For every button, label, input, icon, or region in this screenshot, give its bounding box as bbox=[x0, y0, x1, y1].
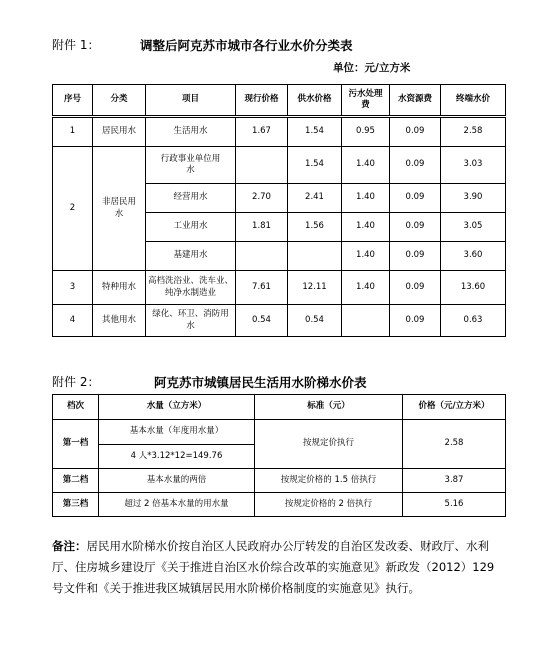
table-row bbox=[53, 493, 506, 517]
row7-supply: 0.54 bbox=[288, 305, 342, 337]
row7-item: 绿化、环卫、消防用水 bbox=[146, 305, 236, 337]
row7-terminal: 0.63 bbox=[441, 305, 506, 337]
row3-supply: 2.41 bbox=[288, 184, 342, 213]
row5-resource: 0.09 bbox=[390, 242, 441, 271]
row1-item: 生活用水 bbox=[146, 117, 236, 147]
row7-category: 其他用水 bbox=[93, 305, 146, 337]
row3-terminal: 3.90 bbox=[441, 184, 506, 213]
row6-terminal: 13.60 bbox=[441, 271, 506, 305]
tier2-price: 3.87 bbox=[403, 469, 506, 493]
header-volume: 水量（立方米） bbox=[99, 395, 255, 420]
header-resource-fee: 水资源费 bbox=[390, 85, 441, 117]
row7-resource: 0.09 bbox=[390, 305, 441, 337]
row1-category: 居民用水 bbox=[93, 117, 146, 147]
row6-supply: 12.11 bbox=[288, 271, 342, 305]
row2-supply: 1.54 bbox=[288, 147, 342, 184]
row2-terminal: 3.03 bbox=[441, 147, 506, 184]
header-terminal-price: 终端水价 bbox=[441, 85, 506, 117]
header-standard: 标准（元） bbox=[255, 395, 403, 420]
header-current-price: 现行价格 bbox=[236, 85, 288, 117]
row5-current bbox=[236, 242, 288, 271]
row2-resource: 0.09 bbox=[390, 147, 441, 184]
row2-category: 非居民用水 bbox=[93, 147, 146, 271]
row7-sewage bbox=[342, 305, 390, 337]
tier3-price: 5.16 bbox=[403, 493, 506, 517]
table-row bbox=[53, 469, 506, 493]
appendix2-label: 附件 2： bbox=[52, 375, 100, 389]
tier2-standard: 按规定价格的 1.5 倍执行 bbox=[255, 469, 403, 493]
row6-no: 3 bbox=[53, 271, 93, 305]
table-row bbox=[53, 420, 506, 469]
row4-item: 工业用水 bbox=[146, 213, 236, 242]
row6-resource: 0.09 bbox=[390, 271, 441, 305]
tier3-volume: 超过 2 倍基本水量的用水量 bbox=[99, 493, 255, 517]
row2-sewage: 1.40 bbox=[342, 147, 390, 184]
row2-item: 行政事业单位用水 bbox=[146, 147, 236, 184]
water-price-classification-table bbox=[52, 84, 506, 337]
header-no: 序号 bbox=[53, 85, 93, 117]
row2-current bbox=[236, 147, 288, 184]
tier2-volume: 基本水量的两倍 bbox=[99, 469, 255, 493]
row6-current: 7.61 bbox=[236, 271, 288, 305]
row4-supply: 1.56 bbox=[288, 213, 342, 242]
tier1-price: 2.58 bbox=[403, 420, 506, 469]
appendix1-title: 调整后阿克苏市城市各行业水价分类表 bbox=[140, 38, 353, 53]
table2-header-row bbox=[53, 395, 506, 420]
header-tier: 档次 bbox=[53, 395, 99, 420]
header-supply-price: 供水价格 bbox=[288, 85, 342, 117]
row4-sewage: 1.40 bbox=[342, 213, 390, 242]
row6-item: 高档洗浴业、洗车业、纯净水制造业 bbox=[146, 271, 236, 305]
note-text: 居民用水阶梯水价按自治区人民政府办公厅转发的自治区发改委、财政厅、水利厅、住房城乡建设厅《关于推进自治区水价综合改革的实施意见》新政发（2012）129 号文件和《关于推进我区城镇居民用水阶梯价格制度的实施意见》执行。 bbox=[52, 539, 495, 595]
header-sewage-fee: 污水处理费 bbox=[342, 85, 390, 117]
tier3-name: 第三档 bbox=[53, 493, 99, 517]
row1-current: 1.67 bbox=[236, 117, 288, 147]
row2-no: 2 bbox=[53, 147, 93, 271]
row3-current: 2.70 bbox=[236, 184, 288, 213]
header-item: 项目 bbox=[146, 85, 236, 117]
row4-terminal: 3.05 bbox=[441, 213, 506, 242]
row7-current: 0.54 bbox=[236, 305, 288, 337]
row7-no: 4 bbox=[53, 305, 93, 337]
appendix1-label: 附件 1： bbox=[52, 38, 100, 52]
row5-supply bbox=[288, 242, 342, 271]
row3-item: 经营用水 bbox=[146, 184, 236, 213]
row4-current: 1.81 bbox=[236, 213, 288, 242]
table-row bbox=[53, 147, 506, 184]
row4-resource: 0.09 bbox=[390, 213, 441, 242]
row1-supply: 1.54 bbox=[288, 117, 342, 147]
row3-resource: 0.09 bbox=[390, 184, 441, 213]
tier1-name: 第一档 bbox=[53, 420, 99, 469]
header-price: 价格（元/立方米） bbox=[403, 395, 506, 420]
row5-terminal: 3.60 bbox=[441, 242, 506, 271]
table1-header-row bbox=[53, 85, 506, 117]
row6-sewage: 1.40 bbox=[342, 271, 390, 305]
tier1-standard: 按规定价执行 bbox=[255, 420, 403, 469]
appendix1-unit: 单位：元/立方米 bbox=[333, 62, 411, 74]
tier1-volume-line2: 4 人*3.12*12=149.76 bbox=[130, 450, 223, 461]
tiered-water-price-table bbox=[52, 394, 506, 517]
row1-no: 1 bbox=[53, 117, 93, 147]
row6-category: 特种用水 bbox=[93, 271, 146, 305]
row1-resource: 0.09 bbox=[390, 117, 441, 147]
tier3-standard: 按规定价格的 2 倍执行 bbox=[255, 493, 403, 517]
row1-terminal: 2.58 bbox=[441, 117, 506, 147]
note-paragraph bbox=[52, 536, 504, 599]
row3-sewage: 1.40 bbox=[342, 184, 390, 213]
table-row bbox=[53, 117, 506, 147]
row1-sewage: 0.95 bbox=[342, 117, 390, 147]
header-category: 分类 bbox=[93, 85, 146, 117]
tier1-volume bbox=[99, 420, 255, 469]
table-row bbox=[53, 271, 506, 305]
row5-item: 基建用水 bbox=[146, 242, 236, 271]
tier1-volume-line1: 基本水量（年度用水量） bbox=[99, 420, 254, 445]
appendix2-title: 阿克苏市城镇居民生活用水阶梯水价表 bbox=[154, 375, 367, 390]
tier2-name: 第二档 bbox=[53, 469, 99, 493]
note-prefix: 备注： bbox=[52, 539, 87, 553]
row5-sewage: 1.40 bbox=[342, 242, 390, 271]
table-row bbox=[53, 305, 506, 337]
